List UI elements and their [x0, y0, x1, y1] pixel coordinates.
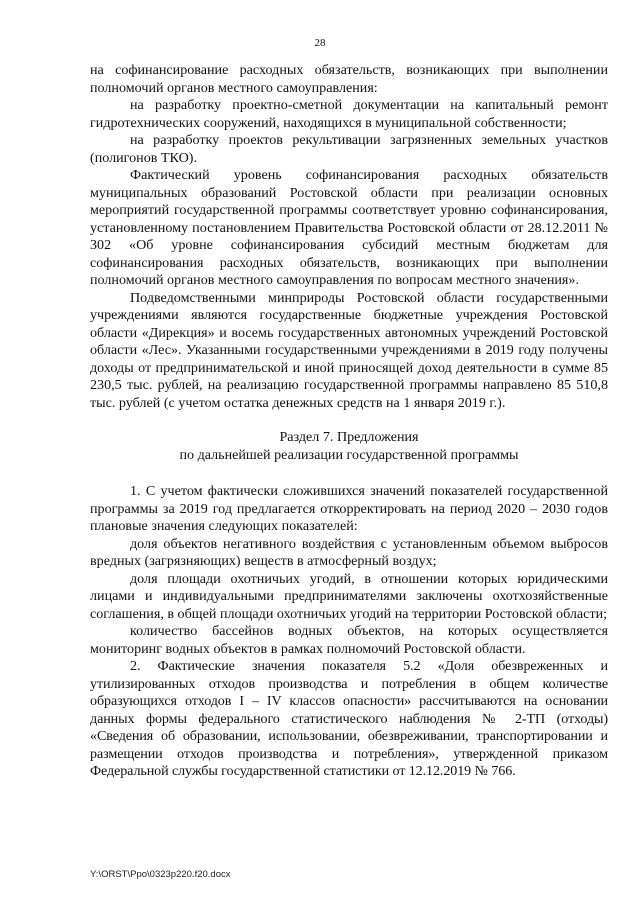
paragraph: доля объектов негативного воздействия с установленным объемом выбросов вредных (загрязняющих) веществ в атмосферный воздух;: [90, 535, 608, 569]
paragraph: количество бассейнов водных объектов, на которых осуществляется мониторинг водных объектов в рамках полномочий Ростовской области.: [90, 623, 608, 657]
paragraph: Фактический уровень софинансирования расходных обязательств муниципальных образований Ростовской области при реализации основных мероприятий государственной программы соответствует уровню софинансирования, установленному постановлением Правительства Ростовской области от 28.12.2011 № 302 «Об уровне софинансирования субсидий местным бюджетам для софинансирования расходных обязательств, возникающих при выполнении полномочий органов местного самоуправления по вопросам местного значения».: [90, 167, 608, 288]
paragraph: Подведомственными минприроды Ростовской области государственными учреждениями являются государственные бюджетные учреждения Ростовской области «Дирекция» и восемь государственных автономных учреждений Ростовской области «Лес». Указанными государственными учреждениями в 2019 году получены доходы от предпринимательской и иной приносящей доход деятельности в сумме 85 230,5 тыс. рублей, на реализацию государственной программы направлено 85 510,8 тыс. рублей (с учетом остатка денежных средств на 1 января 2019 г.).: [90, 289, 608, 411]
section-heading-title: Раздел 7. Предложения: [279, 429, 419, 445]
page-body: [90, 62, 608, 781]
paragraph: 1. С учетом фактически сложившихся значений показателей государственной программы за 2019 год предлагается откорректировать на период 2020 – 2030 годов плановые значения следующих показателей:: [90, 483, 608, 534]
paragraph: на разработку проектно-сметной документации на капитальный ремонт гидротехнических сооружений, находящихся в муниципальной собственности;: [90, 97, 608, 131]
paragraph: доля площади охотничьих угодий, в отношении которых юридическими лицами и индивидуальными предпринимателями заключены охотхозяйственные соглашения, в общей площади охотничьих угодий на территории Ростовской области;: [90, 570, 608, 622]
page-number: 28: [314, 37, 326, 49]
footer-file-path: Y:\ORST\Ppo\0323p220.f20.docx: [90, 869, 231, 880]
paragraph: на софинансирование расходных обязательств, возникающих при выполнении полномочий органов местного самоуправления:: [90, 62, 608, 96]
paragraph: на разработку проектов рекультивации загрязненных земельных участков (полигонов ТКО).: [90, 132, 608, 166]
paragraph: 2. Фактические значения показателя 5.2 «Доля обезвреженных и утилизированных отходов производства и потребления в общем количестве образующихся отходов I – IV классов опасности» рассчитываются на основании данных формы федерального статистического наблюдения № 2-ТП (отходы) «Сведения об образовании, использовании, обезвреживании, транспортировании и размещении отходов производства и потребления», утвержденной приказом Федеральной службы государственной статистики от 12.12.2019 № 766.: [90, 658, 608, 779]
section-heading-subtitle: по дальнейшей реализации государственной программы: [179, 446, 519, 463]
